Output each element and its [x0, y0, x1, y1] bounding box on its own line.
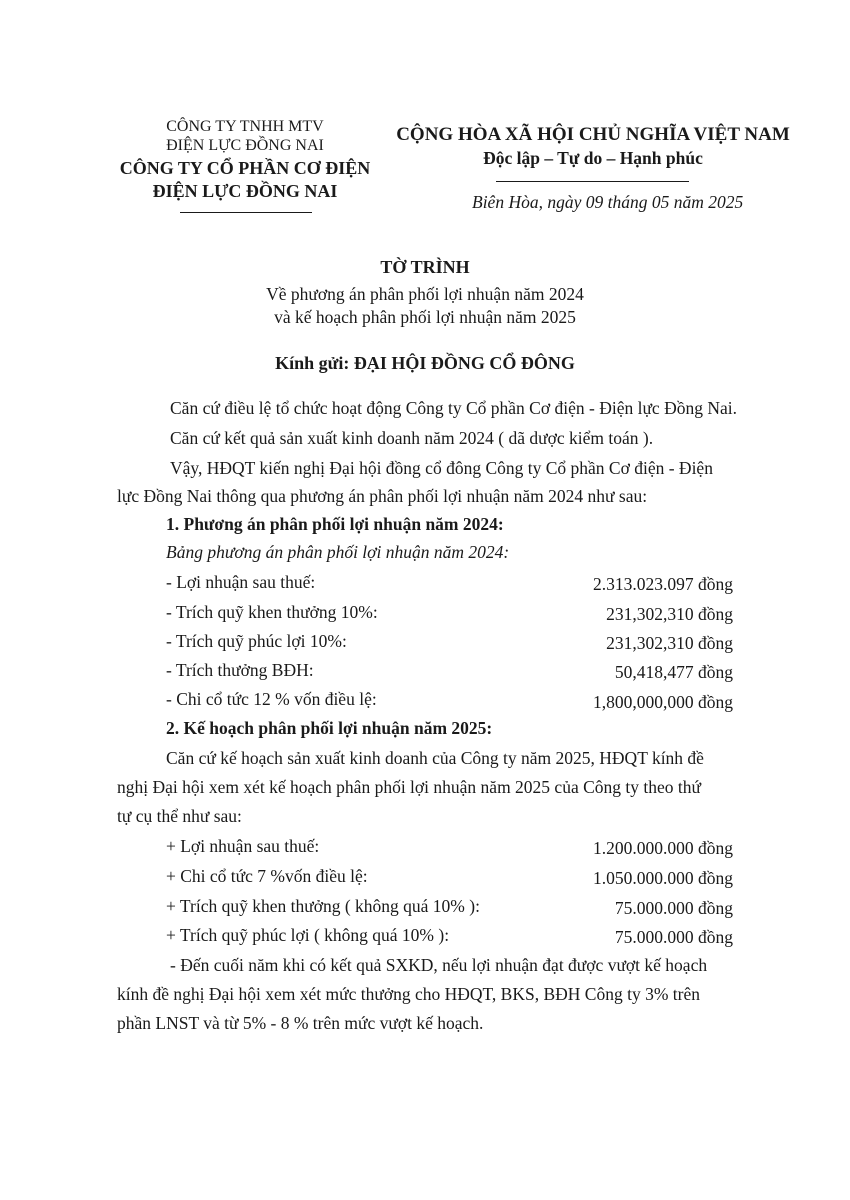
section-2-paragraph-line-1: Căn cứ kế hoạch sản xuất kinh doanh của Công ty năm 2025, HĐQT kính đề — [166, 748, 704, 768]
plan-row-label: + Chi cổ tức 7 %vốn điều lệ: — [166, 866, 368, 886]
org-parent-name: CÔNG TY TNHH MTV — [166, 118, 324, 135]
left-header-divider — [180, 212, 312, 213]
table-row-amount: 1,800,000,000 đồng — [593, 692, 733, 712]
table-row-label: - Lợi nhuận sau thuế: — [166, 572, 316, 592]
plan-row-amount: 1.050.000.000 đồng — [593, 868, 733, 888]
intro-proposal-line-2: lực Đồng Nai thông qua phương án phân phối lợi nhuận năm 2024 như sau: — [117, 486, 648, 506]
table-row-label: - Trích quỹ khen thưởng 10%: — [166, 602, 378, 622]
section-2-paragraph-line-3: tự cụ thể như sau: — [117, 806, 242, 826]
table-row-amount: 2.313.023.097 đồng — [593, 574, 733, 594]
table-row-label: - Trích quỹ phúc lợi 10%: — [166, 631, 347, 651]
table-row-amount: 231,302,310 đồng — [606, 633, 733, 653]
document-subtitle-2: và kế hoạch phân phối lợi nhuận năm 2025 — [274, 307, 576, 327]
section-1-heading: 1. Phương án phân phối lợi nhuận năm 2024: — [166, 514, 504, 534]
document-date: Biên Hòa, ngày 09 tháng 05 năm 2025 — [472, 192, 744, 212]
section-1-caption: Bảng phương án phân phối lợi nhuận năm 2024: — [166, 542, 510, 562]
plan-row-amount: 75.000.000 đồng — [614, 927, 733, 947]
plan-row-amount: 75.000.000 đồng — [614, 898, 733, 918]
table-row-amount: 50,418,477 đồng — [614, 662, 733, 682]
right-header-divider — [496, 181, 689, 182]
bonus-paragraph-line-2: kính đề nghị Đại hội xem xét mức thưởng cho HĐQT, BKS, BĐH Công ty 3% trên — [117, 984, 700, 1004]
org-company-name: CÔNG TY CỔ PHẦN CƠ ĐIỆN — [119, 158, 371, 178]
section-2-paragraph-line-2: nghị Đại hội xem xét kế hoạch phân phối lợi nhuận năm 2025 của Công ty theo thứ — [117, 777, 701, 797]
table-row-label: - Trích thưởng BĐH: — [166, 660, 314, 680]
org-company-name-2: ĐIỆN LỰC ĐỒNG NAI — [152, 181, 338, 201]
section-2-heading: 2. Kế hoạch phân phối lợi nhuận năm 2025: — [166, 718, 493, 738]
plan-row-label: + Lợi nhuận sau thuế: — [166, 836, 320, 856]
plan-row-label: + Trích quỹ khen thưởng ( không quá 10% ): — [166, 896, 480, 916]
recipient-line: Kính gửi: ĐẠI HỘI ĐỒNG CỔ ĐÔNG — [275, 353, 575, 373]
document-subtitle-1: Về phương án phân phối lợi nhuận năm 2024 — [266, 284, 584, 304]
bonus-paragraph-line-1: - Đến cuối năm khi có kết quả SXKD, nếu lợi nhuận đạt được vượt kế hoạch — [170, 955, 708, 975]
national-slogan: Độc lập – Tự do – Hạnh phúc — [483, 148, 703, 168]
table-row-label: - Chi cổ tức 12 % vốn điều lệ: — [166, 689, 377, 709]
national-motto: CỘNG HÒA XÃ HỘI CHỦ NGHĨA VIỆT NAM — [396, 124, 790, 145]
intro-basis-2: Căn cứ kết quả sản xuất kinh doanh năm 2024 ( dã dược kiểm toán ). — [170, 428, 654, 448]
table-row-amount: 231,302,310 đồng — [606, 604, 733, 624]
plan-row-amount: 1.200.000.000 đồng — [593, 838, 733, 858]
org-parent-name-2: ĐIỆN LỰC ĐỒNG NAI — [166, 137, 324, 154]
intro-basis-1: Căn cứ điều lệ tổ chức hoạt động Công ty Cổ phần Cơ điện - Điện lực Đồng Nai. — [170, 398, 737, 418]
plan-row-label: + Trích quỹ phúc lợi ( không quá 10% ): — [166, 925, 450, 945]
intro-proposal-line-1: Vậy, HĐQT kiến nghị Đại hội đồng cổ đông Công ty Cổ phần Cơ điện - Điện — [170, 458, 713, 478]
bonus-paragraph-line-3: phần LNST và từ 5% - 8 % trên mức vượt kế hoạch. — [117, 1013, 484, 1033]
document-title: TỜ TRÌNH — [380, 257, 470, 277]
